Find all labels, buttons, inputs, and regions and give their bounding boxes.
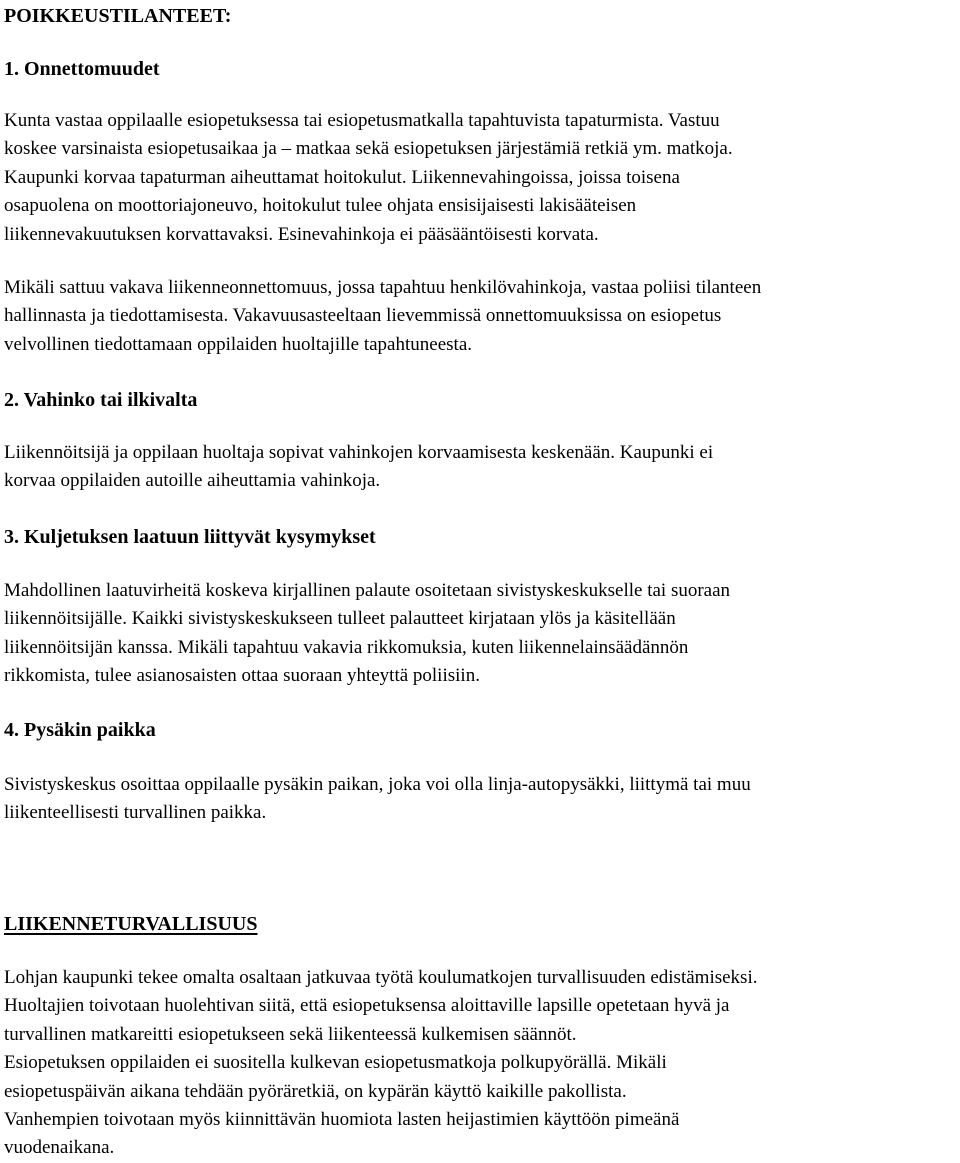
text-line: Esiopetuksen oppilaiden ei suositella kulkevan esiopetusmatkoja polkupyörällä. Mikäli — [4, 1052, 667, 1074]
text-line: rikkomista, tulee asianosaisten ottaa suoraan yhteyttä poliisiin. — [4, 665, 480, 687]
text-line: vuodenaikana. — [4, 1137, 115, 1159]
paragraph — [4, 107, 956, 249]
paragraph — [4, 439, 956, 496]
text-line: korvaa oppilaiden autoille aiheuttamia vahinkoja. — [4, 470, 381, 492]
text-line: Vanhempien toivotaan myös kiinnittävän huomiota lasten heijastimien käyttöön pimeänä — [4, 1109, 680, 1131]
text-line: hallinnasta ja tiedottamisesta. Vakavuusasteeltaan lievemmissä onnettomuuksissa on esiopetus — [4, 305, 722, 327]
section-heading-kuljetuksen-laatu: 3. Kuljetuksen laatuun liittyvät kysymykset — [4, 526, 376, 548]
section-heading-onnettomuudet: 1. Onnettomuudet — [4, 58, 160, 80]
text-line: esiopetuspäivän aikana tehdään pyöräretkiä, on kypärän käyttö kaikille pakollista. — [4, 1080, 627, 1102]
section-heading-liikenneturvallisuus: LIIKENNETURVALLISUUS — [4, 913, 258, 935]
main-heading: POIKKEUSTILANTEET: — [4, 5, 232, 27]
text-line: liikennevakuutuksen korvattavaksi. Esinevahinkoja ei pääsääntöisesti korvata. — [4, 223, 599, 245]
text-line: liikennöitsijälle. Kaikki sivistyskeskukseen tulleet palautteet kirjataan ylös ja käsitellään — [4, 608, 676, 630]
text-line: Kunta vastaa oppilaalle esiopetuksessa tai esiopetusmatkalla tapahtuvista tapaturmista. Vastuu — [4, 110, 720, 131]
text-line: Kaupunki korvaa tapaturman aiheuttamat hoitokulut. Liikennevahingoissa, joissa toisena — [4, 166, 680, 188]
text-line: koskee varsinaista esiopetusaikaa ja – matkaa sekä esiopetuksen järjestämiä retkiä ym. matkoja. — [4, 138, 733, 160]
text-line: Liikennöitsijä ja oppilaan huoltaja sopivat vahinkojen korvaamisesta keskenään. Kaupunki ei — [4, 442, 714, 463]
paragraph — [4, 274, 956, 359]
text-line: Sivistyskeskus osoittaa oppilaalle pysäkin paikan, joka voi olla linja-autopysäkki, liittymä tai muu — [4, 774, 751, 795]
text-line: liikennöitsijän kanssa. Mikäli tapahtuu vakavia rikkomuksia, kuten liikennelainsäädännön — [4, 636, 689, 658]
paragraph — [4, 577, 956, 691]
text-line: Huoltajien toivotaan huolehtivan siitä, että esiopetuksensa aloittaville lapsille opetetaan hyvä ja — [4, 995, 730, 1017]
text-line: Mikäli sattuu vakava liikenneonnettomuus, jossa tapahtuu henkilövahinkoja, vastaa poliisi tilanteen — [4, 277, 762, 298]
text-line: Lohjan kaupunki tekee omalta osaltaan jatkuvaa työtä koulumatkojen turvallisuuden edistämiseksi. — [4, 967, 758, 988]
text-line: velvollinen tiedottamaan oppilaiden huoltajille tapahtuneesta. — [4, 333, 472, 355]
paragraph — [4, 964, 956, 1163]
paragraph — [4, 771, 956, 828]
text-line: turvallinen matkareitti esiopetukseen sekä liikenteessä kulkemisen säännöt. — [4, 1023, 577, 1045]
text-line: Mahdollinen laatuvirheitä koskeva kirjallinen palaute osoitetaan sivistyskeskukselle tai suoraan — [4, 580, 731, 601]
section-heading-pysakin-paikka: 4. Pysäkin paikka — [4, 719, 156, 741]
section-heading-vahinko: 2. Vahinko tai ilkivalta — [4, 389, 198, 411]
text-line: liikenteellisesti turvallinen paikka. — [4, 802, 267, 824]
text-line: osapuolena on moottoriajoneuvo, hoitokulut tulee ohjata ensisijaisesti lakisääteisen — [4, 195, 637, 217]
